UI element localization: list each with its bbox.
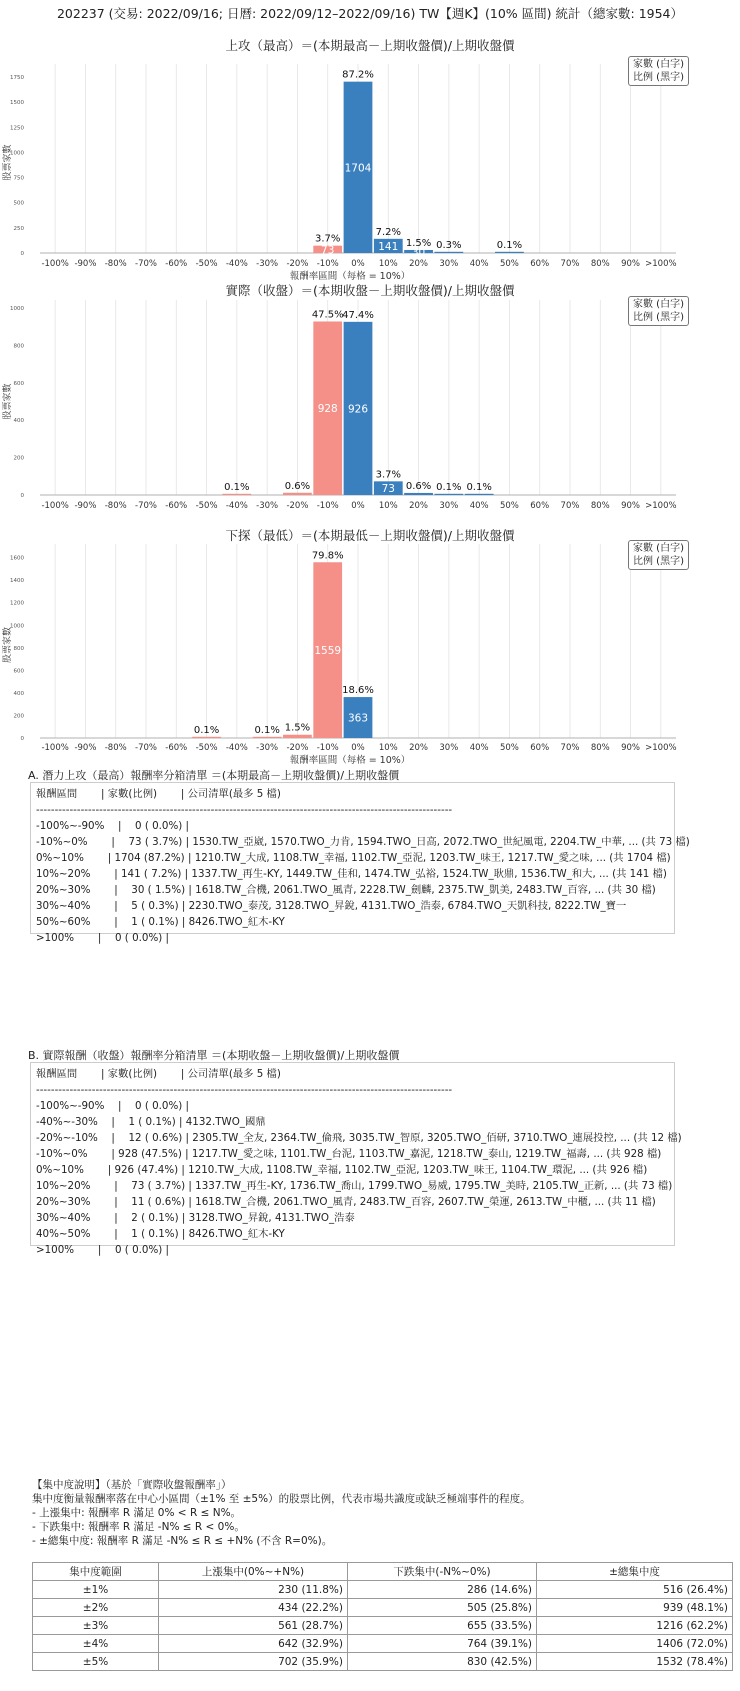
column-header: 集中度範圍	[33, 1563, 159, 1581]
x-tick-label: 50%	[499, 743, 519, 753]
table-row	[33, 1635, 733, 1653]
x-tick-label: 90%	[621, 259, 641, 269]
x-tick-label: 70%	[560, 501, 580, 511]
x-tick-label: -20%	[286, 743, 309, 753]
y-tick-label: 0	[20, 251, 24, 257]
bar-count-label: 141	[378, 240, 399, 253]
table-cell: 505 (25.8%)	[348, 1599, 537, 1617]
y-tick-label: 200	[13, 455, 24, 462]
section-a-line: 30%~40% | 5 ( 0.3%) | 2230.TWO_泰茂, 3128.TWO_昇銳, 4131.TWO_浩泰, 6784.TWO_天凱科技, 8222.TW_寶一	[36, 900, 627, 912]
bar-count-label: 928	[317, 403, 338, 416]
y-tick-label: 800	[13, 343, 24, 350]
section-b-line: ----------------------------------------------------------------------------------------------------------------	[36, 1084, 453, 1096]
section-a-line: 50%~60% | 1 ( 0.1%) | 8426.TWO_紅木-KY	[36, 916, 285, 928]
table-header-row	[33, 1563, 733, 1581]
y-tick-label: 250	[13, 225, 24, 232]
bar	[192, 737, 221, 738]
column-header: 上漲集中(0%~+N%)	[159, 1563, 348, 1581]
x-tick-label: 0%	[351, 259, 365, 269]
bar-count-label: 30	[411, 246, 426, 259]
x-tick-label: 60%	[530, 743, 550, 753]
section-b-line: 20%~30% | 11 ( 0.6%) | 1618.TW_合機, 2061.TWO_風青, 2483.TW_百容, 2607.TW_榮運, 2613.TW_中櫃, ... (共 11 檔)	[36, 1196, 656, 1208]
bar-pct-label: 0.6%	[405, 480, 432, 492]
bar-count-label: 363	[347, 712, 369, 725]
x-tick-label: 80%	[590, 501, 610, 511]
column-header: 下跌集中(-N%~0%)	[348, 1563, 537, 1581]
x-tick-label: -30%	[256, 743, 279, 753]
y-tick-label: 1400	[10, 578, 24, 585]
y-axis-label: 股票家數	[3, 144, 13, 181]
y-tick-label: 1500	[10, 100, 24, 107]
x-tick-label: -90%	[74, 501, 97, 511]
x-tick-label: 0%	[351, 743, 365, 753]
section-a-line: -10%~0% | 73 ( 3.7%) | 1530.TW_亞崴, 1570.TWO_力肯, 1594.TWO_日高, 2072.TWO_世紀風電, 2204.TW_中華, ... (共 73 檔)	[36, 836, 690, 848]
table-cell: 1406 (72.0%)	[537, 1635, 733, 1653]
section-b-line: 30%~40% | 2 ( 0.1%) | 3128.TWO_昇銳, 4131.TWO_浩泰	[36, 1212, 355, 1224]
bar	[495, 252, 524, 253]
x-tick-label: -10%	[316, 743, 339, 753]
conc-desc-line: - 上漲集中: 報酬率 R 滿足 0% < R ≤ N%。	[32, 1507, 242, 1519]
y-tick-label: 600	[13, 380, 24, 387]
bar-pct-label: 0.1%	[193, 724, 220, 736]
bar-pct-label: 0.1%	[496, 239, 523, 251]
x-tick-label: -40%	[225, 501, 248, 511]
section-b-line: 40%~50% | 1 ( 0.1%) | 8426.TWO_紅木-KY	[36, 1228, 285, 1240]
table-row	[33, 1653, 733, 1671]
table-cell: 939 (48.1%)	[537, 1599, 733, 1617]
legend-line-ratio: 比例 (黑字)	[633, 72, 684, 83]
y-tick-label: 200	[13, 713, 24, 720]
x-tick-label: -70%	[135, 259, 157, 269]
bar	[465, 494, 494, 495]
y-tick-label: 750	[13, 175, 24, 182]
bar	[253, 737, 282, 738]
section-a-box	[30, 782, 690, 944]
bar	[283, 735, 312, 738]
legend-line-ratio: 比例 (黑字)	[633, 312, 684, 323]
section-a-heading: A. 潛力上攻（最高）報酬率分箱清單 ＝(本期最高－上期收盤價)/上期收盤價	[28, 769, 400, 782]
bar-count-label: 926	[347, 403, 369, 416]
table-cell: 561 (28.7%)	[159, 1617, 348, 1635]
conc-desc-line: - 下跌集中: 報酬率 R 滿足 -N% ≤ R < 0%。	[32, 1521, 245, 1533]
bar-pct-label: 0.1%	[254, 724, 280, 736]
section-b-line: -20%~-10% | 12 ( 0.6%) | 2305.TW_全友, 2364.TW_倫飛, 3035.TW_智原, 3205.TWO_佰研, 3710.TWO_連展投控, ... (共 12 檔)	[36, 1132, 682, 1144]
x-tick-label: 90%	[621, 743, 641, 753]
table-cell: 655 (33.5%)	[348, 1617, 537, 1635]
x-tick-label: >100%	[645, 501, 677, 511]
x-tick-label: -50%	[195, 743, 218, 753]
conc-desc-line: 【集中度說明】（基於「實際收盤報酬率」）	[32, 1479, 232, 1491]
x-tick-label: 20%	[409, 743, 429, 753]
x-tick-label: 50%	[499, 501, 519, 511]
table-cell: 230 (11.8%)	[159, 1581, 348, 1599]
bar	[434, 494, 463, 495]
bar-pct-label: 1.5%	[284, 722, 311, 734]
y-tick-label: 800	[13, 645, 24, 652]
legend-line-ratio: 比例 (黑字)	[633, 556, 684, 567]
bar-pct-label: 0.1%	[436, 481, 462, 493]
legend-line-count: 家數 (白字)	[633, 59, 684, 70]
x-tick-label: -70%	[135, 743, 157, 753]
x-tick-label: 30%	[439, 743, 459, 753]
bar-pct-label: 47.5%	[311, 309, 344, 321]
y-tick-label: 0	[20, 493, 24, 499]
x-tick-label: -60%	[165, 743, 188, 753]
x-tick-label: -30%	[256, 259, 279, 269]
x-tick-label: 30%	[439, 259, 459, 269]
bar	[222, 494, 251, 495]
x-tick-label: 10%	[378, 259, 398, 269]
x-tick-label: -20%	[286, 259, 309, 269]
x-tick-label: -50%	[195, 259, 218, 269]
y-tick-label: 1250	[10, 125, 24, 132]
section-b-line: 報酬區間 | 家數(比例) | 公司清單(最多 5 檔)	[36, 1068, 281, 1080]
bar	[434, 252, 463, 253]
chart-close-legend	[628, 296, 689, 326]
table-cell: 642 (32.9%)	[159, 1635, 348, 1653]
table-row	[33, 1599, 733, 1617]
x-tick-label: 70%	[560, 259, 580, 269]
x-tick-label: -50%	[195, 501, 218, 511]
x-tick-label: 60%	[530, 501, 550, 511]
section-b-line: -40%~-30% | 1 ( 0.1%) | 4132.TWO_國鼎	[36, 1116, 266, 1128]
bar-pct-label: 0.3%	[436, 239, 462, 251]
x-tick-label: 10%	[378, 501, 398, 511]
x-tick-label: -60%	[165, 501, 188, 511]
section-a-line: -100%~-90% | 0 ( 0.0%) |	[36, 820, 190, 832]
y-tick-label: 1600	[10, 555, 24, 562]
section-b-heading: B. 實際報酬（收盤）報酬率分箱清單 ＝(本期收盤－上期收盤價)/上期收盤價	[28, 1049, 400, 1062]
table-row	[33, 1617, 733, 1635]
chart-low-legend	[628, 540, 689, 570]
bar-pct-label: 3.7%	[315, 233, 341, 245]
y-tick-label: 1000	[10, 623, 24, 630]
x-tick-label: 80%	[590, 259, 610, 269]
y-tick-label: 400	[13, 690, 24, 697]
x-tick-label: 90%	[621, 501, 641, 511]
bar-count-label: 1559	[314, 645, 342, 658]
y-tick-label: 400	[13, 418, 24, 425]
table-cell: 286 (14.6%)	[348, 1581, 537, 1599]
legend-line-count: 家數 (白字)	[633, 299, 684, 310]
bar-pct-label: 7.2%	[375, 226, 401, 238]
section-b-box	[30, 1062, 682, 1256]
bar-count-label: 73	[321, 244, 335, 257]
concentration-description	[32, 1478, 531, 1548]
x-axis-label: 報酬率區間（每格 = 10%）	[289, 271, 411, 282]
x-tick-label: 40%	[469, 501, 489, 511]
x-tick-label: -80%	[104, 743, 127, 753]
chart-title: 上攻（最高）＝(本期最高－上期收盤價)/上期收盤價	[225, 38, 515, 53]
table-cell: 1532 (78.4%)	[537, 1653, 733, 1671]
section-b-line: -100%~-90% | 0 ( 0.0%) |	[36, 1100, 190, 1112]
x-tick-label: 50%	[499, 259, 519, 269]
table-cell: 516 (26.4%)	[537, 1581, 733, 1599]
x-tick-label: -70%	[135, 501, 157, 511]
x-tick-label: 80%	[590, 743, 610, 753]
x-tick-label: 40%	[469, 259, 489, 269]
x-tick-label: -40%	[225, 743, 248, 753]
table-cell: ±1%	[33, 1581, 159, 1599]
x-tick-label: 40%	[469, 743, 489, 753]
table-cell: ±5%	[33, 1653, 159, 1671]
section-a-line: 10%~20% | 141 ( 7.2%) | 1337.TW_再生-KY, 1449.TW_佳和, 1474.TW_弘裕, 1524.TW_耿鼎, 1536.TW_和大, ... (共 141 檔)	[36, 868, 667, 880]
y-tick-label: 0	[20, 736, 24, 742]
chart-high	[0, 36, 740, 286]
chart-title: 下探（最低）＝(本期最低－上期收盤價)/上期收盤價	[225, 528, 515, 543]
table-cell: 830 (42.5%)	[348, 1653, 537, 1671]
y-tick-label: 600	[13, 668, 24, 675]
x-tick-label: -60%	[165, 259, 188, 269]
x-tick-label: 60%	[530, 259, 550, 269]
section-a-line: >100% | 0 ( 0.0%) |	[36, 932, 170, 944]
y-tick-label: 1750	[10, 75, 24, 82]
x-tick-label: -90%	[74, 743, 97, 753]
section-b-line: 10%~20% | 73 ( 3.7%) | 1337.TW_再生-KY, 1736.TW_喬山, 1799.TWO_易威, 1795.TW_美時, 2105.TW_正新, ... (共 73 檔)	[36, 1180, 673, 1192]
bar-pct-label: 0.1%	[466, 481, 492, 493]
bar	[283, 493, 312, 495]
x-tick-label: -80%	[104, 259, 127, 269]
y-axis-label: 股票家數	[3, 383, 13, 420]
section-a-line: 報酬區間 | 家數(比例) | 公司清單(最多 5 檔)	[36, 788, 281, 800]
table-cell: 764 (39.1%)	[348, 1635, 537, 1653]
x-tick-label: 30%	[439, 501, 459, 511]
x-tick-label: -80%	[104, 501, 127, 511]
chart-low	[0, 528, 740, 771]
bar-pct-label: 47.4%	[342, 309, 374, 321]
x-tick-label: -20%	[286, 501, 309, 511]
x-tick-label: 10%	[378, 743, 398, 753]
x-tick-label: 0%	[351, 501, 365, 511]
x-axis-label: 報酬率區間（每格 = 10%）	[289, 755, 411, 766]
section-b-line: 0%~10% | 926 (47.4%) | 1210.TW_大成, 1108.TW_幸福, 1102.TW_亞泥, 1203.TW_味王, 1104.TW_環泥, ... (共 926 檔)	[36, 1164, 648, 1176]
bar	[404, 493, 433, 495]
y-tick-label: 500	[13, 200, 24, 207]
concentration-table	[32, 1562, 733, 1671]
bar-pct-label: 0.1%	[224, 481, 250, 493]
bar-count-label: 73	[381, 483, 395, 496]
bar-pct-label: 3.7%	[375, 469, 401, 481]
section-a-line: ----------------------------------------------------------------------------------------------------------------	[36, 804, 453, 816]
conc-desc-line: 集中度衡量報酬率落在中心小區間（±1% 至 ±5%）的股票比例，代表市場共識度或缺乏極端事件的程度。	[32, 1493, 531, 1505]
section-a-line: 20%~30% | 30 ( 1.5%) | 1618.TW_合機, 2061.TWO_風青, 2228.TW_劍麟, 2375.TW_凱美, 2483.TW_百容, ... (共 30 檔)	[36, 884, 656, 896]
bar-pct-label: 0.6%	[284, 480, 311, 492]
x-tick-label: -90%	[74, 259, 97, 269]
x-tick-label: >100%	[645, 743, 677, 753]
x-tick-label: -100%	[41, 501, 69, 511]
x-tick-label: -100%	[41, 259, 69, 269]
column-header: ±總集中度	[537, 1563, 733, 1581]
page-title: 202237 (交易: 2022/09/16; 日曆: 2022/09/12–2022/09/16) TW【週K】(10% 區間) 統計（總家數: 1954）	[56, 6, 684, 21]
table-cell: 434 (22.2%)	[159, 1599, 348, 1617]
section-b-line: -10%~0% | 928 (47.5%) | 1217.TW_愛之味, 1101.TW_台泥, 1103.TW_嘉泥, 1218.TW_泰山, 1219.TW_福壽, ... (共 928 檔)	[36, 1148, 662, 1160]
bar-pct-label: 18.6%	[342, 685, 374, 697]
bar-pct-label: 87.2%	[342, 69, 374, 81]
legend-line-count: 家數 (白字)	[633, 543, 684, 554]
x-tick-label: 20%	[409, 259, 429, 269]
chart-high-legend	[628, 56, 689, 86]
x-tick-label: 70%	[560, 743, 580, 753]
x-tick-label: >100%	[645, 259, 677, 269]
chart-title: 實際（收盤）＝(本期收盤－上期收盤價)/上期收盤價	[225, 283, 515, 298]
x-tick-label: -10%	[316, 259, 339, 269]
bar-pct-label: 1.5%	[405, 237, 432, 249]
x-tick-label: -10%	[316, 501, 339, 511]
table-cell: ±4%	[33, 1635, 159, 1653]
table-row	[33, 1581, 733, 1599]
section-a-line: 0%~10% | 1704 (87.2%) | 1210.TW_大成, 1108.TW_幸福, 1102.TW_亞泥, 1203.TW_味王, 1217.TW_愛之味, ... (共 1704 檔)	[36, 852, 671, 864]
y-tick-label: 1000	[10, 150, 24, 157]
x-tick-label: 20%	[409, 501, 429, 511]
x-tick-label: -30%	[256, 501, 279, 511]
y-tick-label: 1200	[10, 600, 24, 607]
y-axis-label: 股票家數	[3, 626, 13, 664]
section-b-line: >100% | 0 ( 0.0%) |	[36, 1244, 170, 1256]
conc-desc-line: - ±總集中度: 報酬率 R 滿足 -N% ≤ R ≤ +N% (不含 R=0%)。	[32, 1535, 333, 1547]
x-tick-label: -100%	[41, 743, 69, 753]
y-tick-label: 1000	[10, 306, 24, 312]
chart-close	[0, 283, 740, 531]
bar-count-label: 1704	[344, 162, 372, 175]
bar-pct-label: 79.8%	[311, 550, 344, 562]
table-cell: 702 (35.9%)	[159, 1653, 348, 1671]
table-cell: ±2%	[33, 1599, 159, 1617]
x-tick-label: -40%	[225, 259, 248, 269]
table-cell: 1216 (62.2%)	[537, 1617, 733, 1635]
table-cell: ±3%	[33, 1617, 159, 1635]
